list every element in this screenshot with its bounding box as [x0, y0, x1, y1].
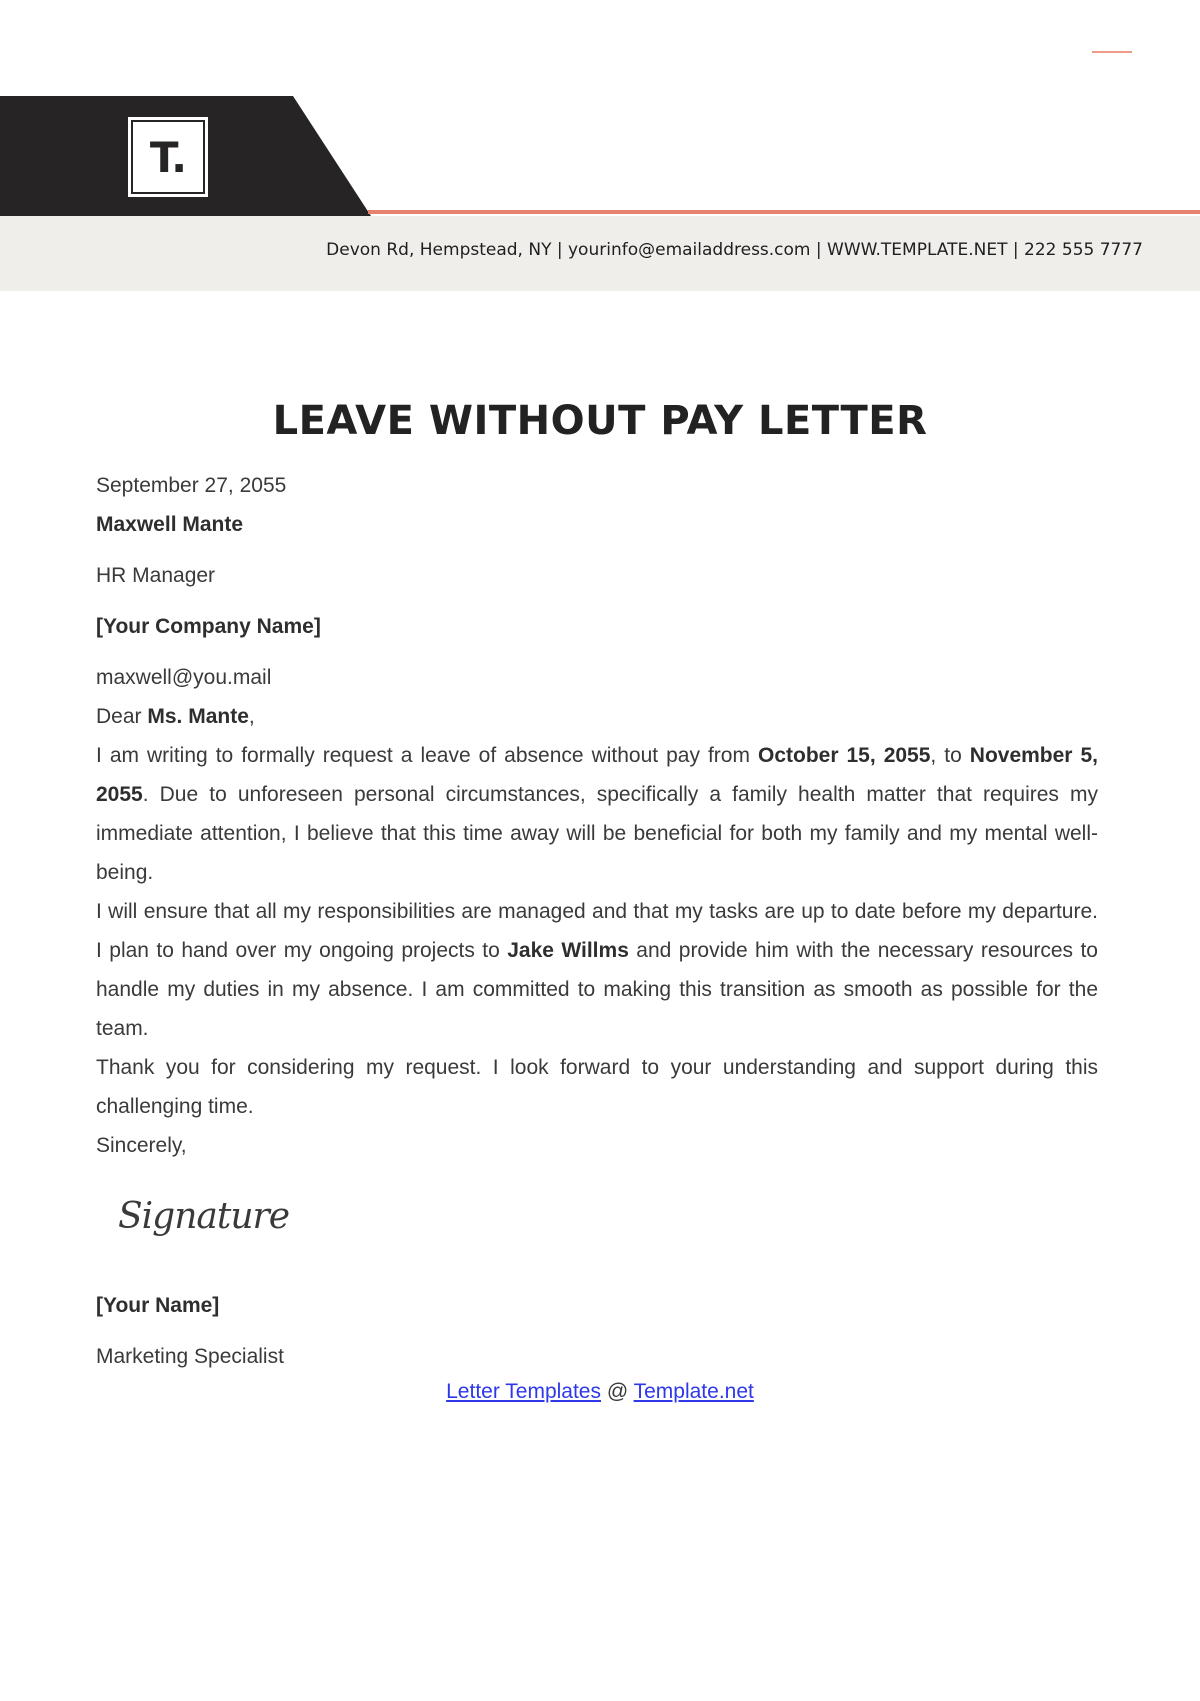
recipient-name: Maxwell Mante [96, 513, 244, 536]
salutation [96, 697, 255, 736]
paragraph-2 [96, 892, 1098, 1048]
p2-text-c: and provide him with the necessary resources to handle my duties in my absence. I am committed to making this transition as smooth as possible for the team. [96, 939, 1098, 1040]
logo-mark: T. [131, 120, 205, 194]
leave-end-date: November 5, 2055 [96, 744, 1099, 806]
footer-attribution [0, 1380, 1200, 1404]
closing: Sincerely, [96, 1134, 187, 1157]
salutation-prefix: Dear [96, 705, 148, 728]
paragraph-1 [96, 736, 1098, 892]
p1-text-a: I am writing to formally request a leave of absence without pay from [96, 744, 758, 767]
sender-title: Marketing Specialist [96, 1345, 284, 1368]
recipient-email: maxwell@you.mail [96, 666, 272, 689]
recipient-title: HR Manager [96, 564, 216, 587]
company-logo [128, 117, 208, 197]
salutation-name: Ms. Mante [147, 705, 249, 728]
sender-name: [Your Name] [96, 1294, 220, 1317]
salutation-suffix: , [248, 705, 255, 728]
signature: Signature [118, 1196, 290, 1237]
template-net-link[interactable]: Template.net [633, 1380, 754, 1403]
letter-templates-link[interactable]: Letter Templates [446, 1380, 601, 1403]
contact-info: Devon Rd, Hempstead, NY | yourinfo@emailaddress.com | WWW.TEMPLATE.NET | 222 555 7777 [326, 240, 1143, 260]
letter-title: LEAVE WITHOUT PAY LETTER [272, 398, 928, 444]
leave-start-date: October 15, 2055 [757, 744, 931, 767]
contact-band [0, 216, 1200, 291]
p1-text-c: , to [930, 744, 970, 767]
p1-text-e: . Due to unforeseen personal circumstances, specifically a family health matter that requires my immediate attention, I believe that this time away will be beneficial for both my family and my mental well-being. [96, 783, 1098, 884]
letter-date: September 27, 2055 [96, 474, 287, 497]
p2-text-a: I will ensure that all my responsibilities are managed and that my tasks are up to date before my departure. I plan to hand over my ongoing projects to [96, 900, 1098, 962]
paragraph-3: Thank you for considering my request. I look forward to your understanding and support during this challenging time. [96, 1056, 1098, 1118]
company-name: [Your Company Name] [96, 615, 321, 638]
top-accent-line [1092, 51, 1132, 53]
footer-separator: @ [601, 1380, 634, 1403]
handover-person: Jake Willms [507, 939, 629, 962]
header-accent-line [368, 210, 1200, 214]
